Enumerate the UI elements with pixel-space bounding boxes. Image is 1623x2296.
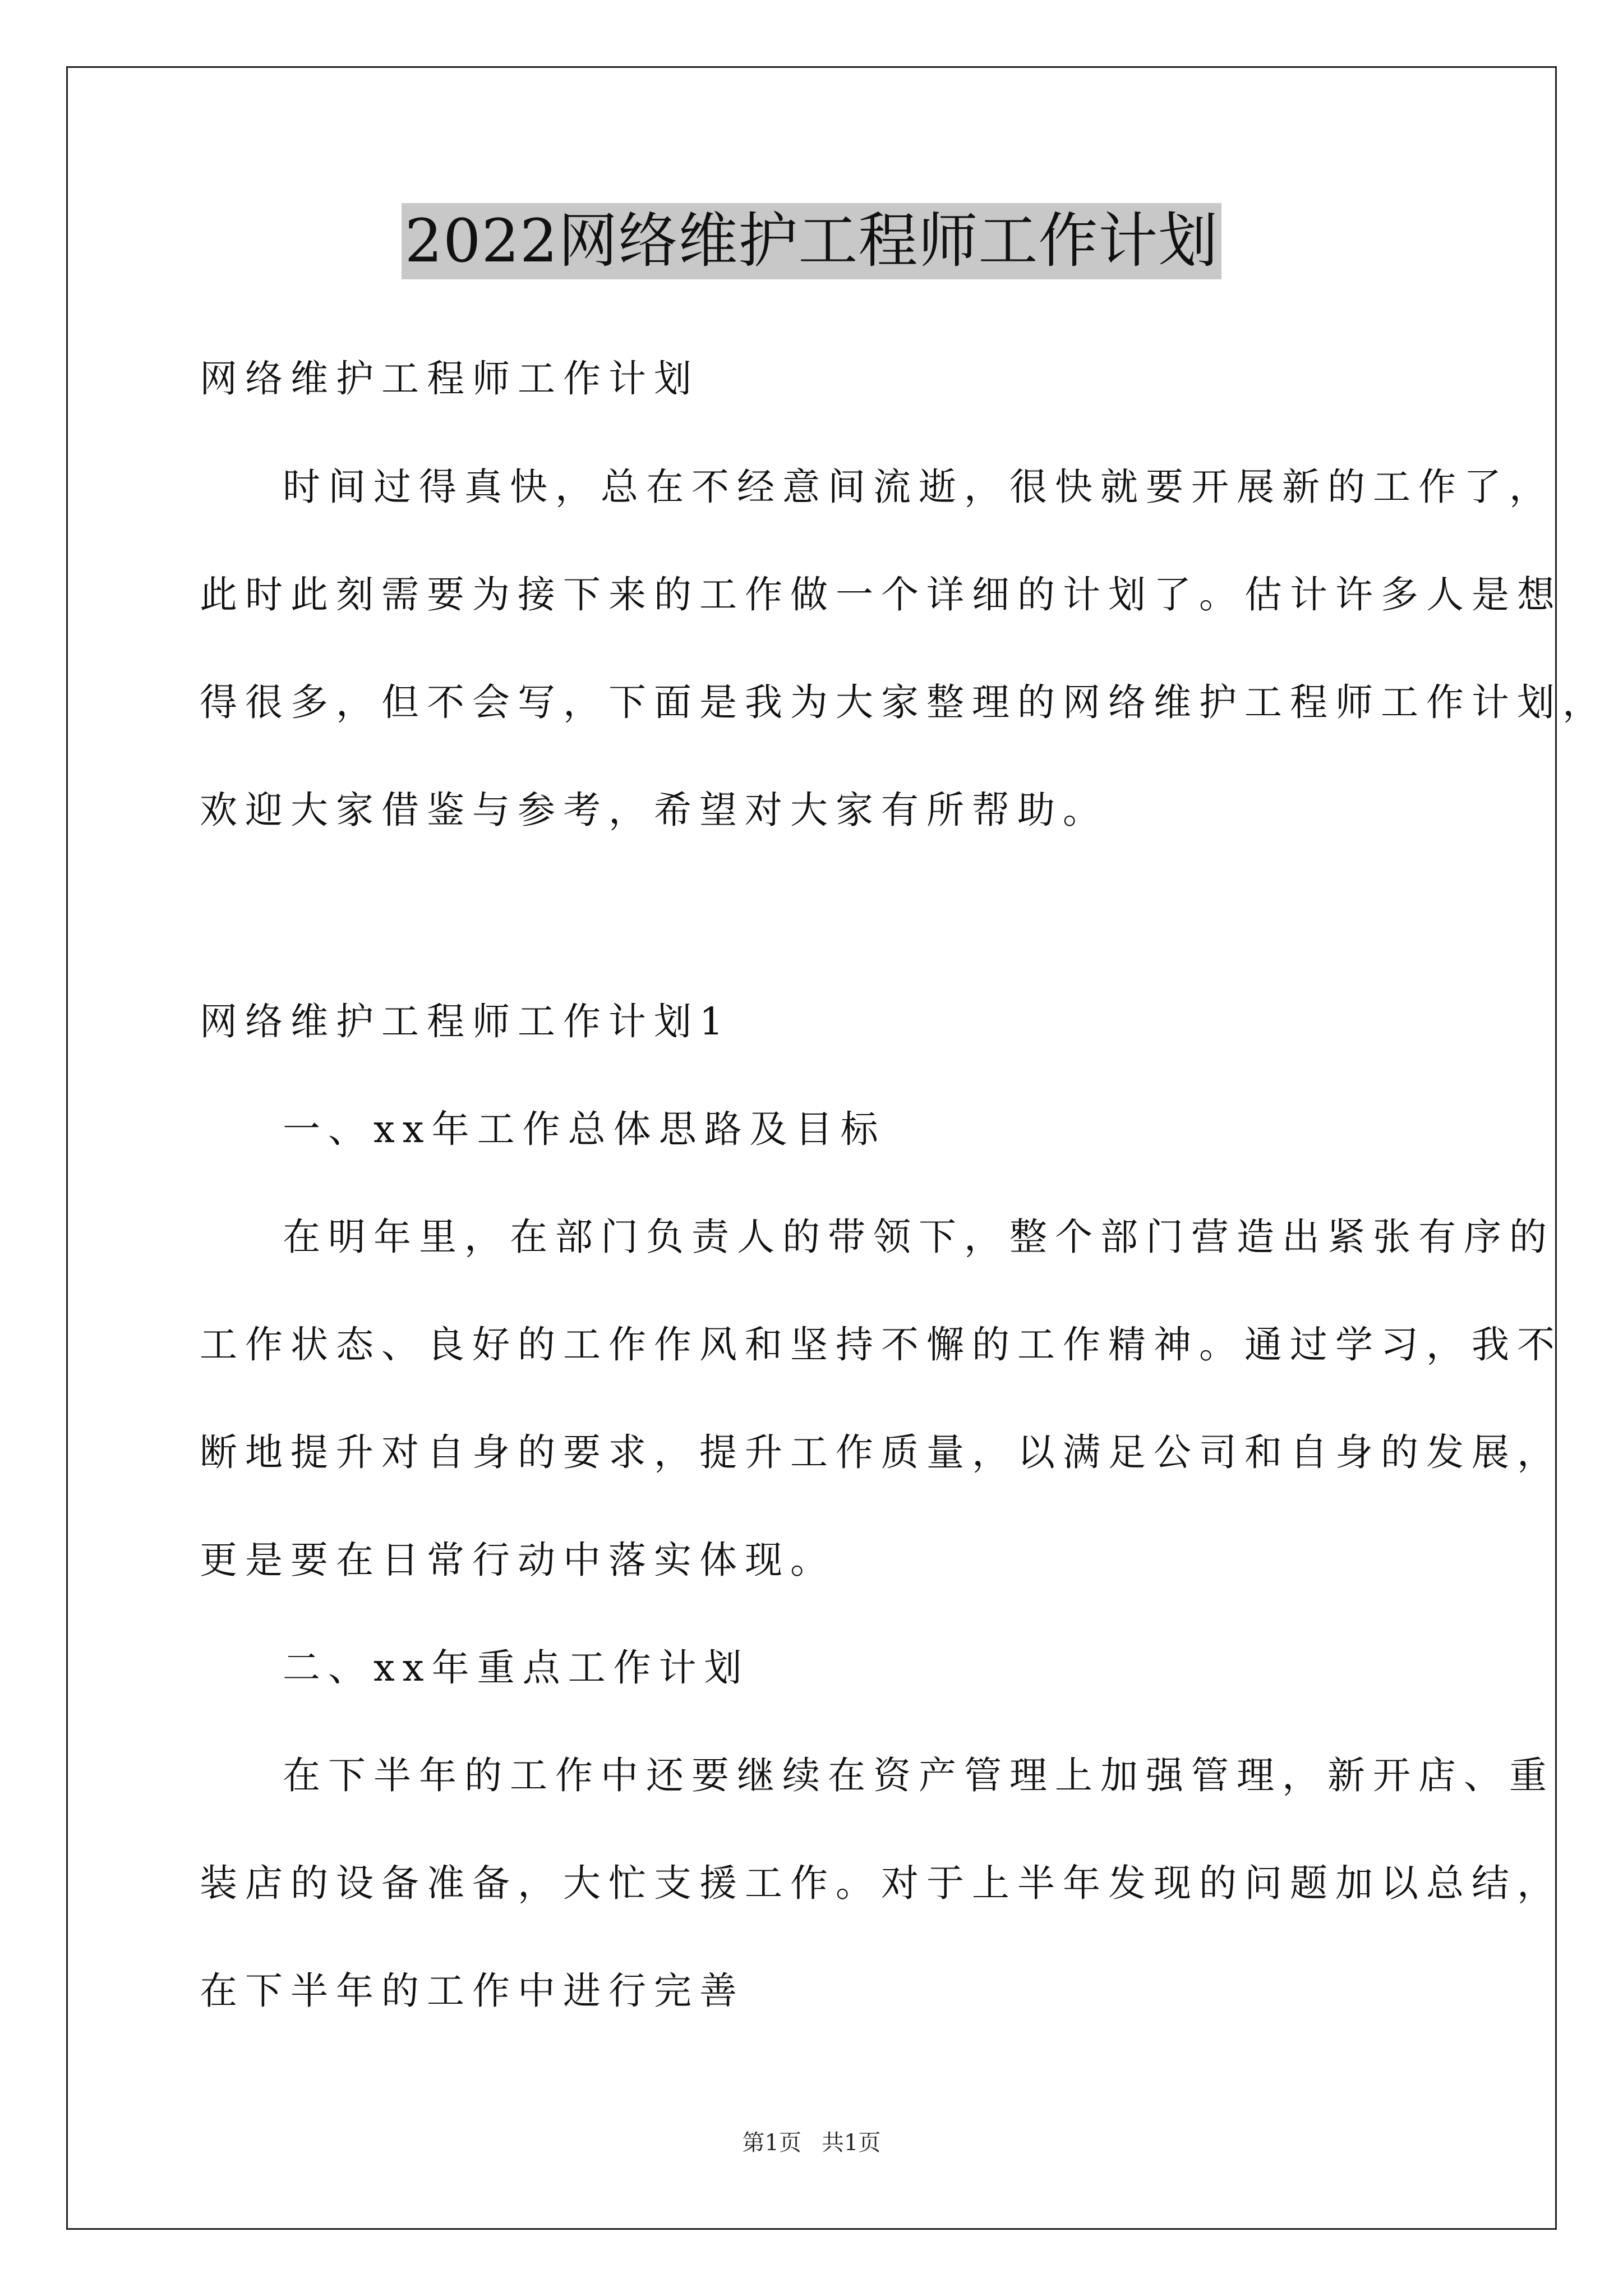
intro-line-4: 欢迎大家借鉴与参考，希望对大家有所帮助。 [200,788,1108,832]
intro-line-3: 得很多，但不会写，下面是我为大家整理的网络维护工程师工作计划， [200,680,1608,724]
page-footer [0,2129,1623,2157]
para2-line-2: 装店的设备准备，大忙支援工作。对于上半年发现的问题加以总结， [200,1861,1562,1905]
para1-line-2: 工作状态、良好的工作作风和坚持不懈的工作精神。通过学习，我不 [200,1323,1562,1366]
intro-line-1: 时间过得真快，总在不经意间流逝，很快就要开展新的工作了， [283,465,1555,509]
section-title: 网络维护工程师工作计划1 [200,1000,731,1043]
document-title: 2022网络维护工程师工作计划 [402,203,1222,279]
para2-line-1: 在下半年的工作中还要继续在资产管理上加强管理，新开店、重 [283,1754,1555,1797]
heading-1: 一、xx年工作总体思路及目标 [283,1107,886,1151]
para1-line-4: 更是要在日常行动中落实体现。 [200,1538,836,1582]
para1-line-1: 在明年里，在部门负责人的带领下，整个部门营造出紧张有序的 [283,1215,1555,1259]
page-number: 第1页 [742,2130,801,2156]
para2-line-3: 在下半年的工作中进行完善 [200,1969,745,2013]
page-total: 共1页 [822,2130,881,2156]
subtitle: 网络维护工程师工作计划 [200,357,699,401]
title-container [0,203,1623,279]
para1-line-3: 断地提升对自身的要求，提升工作质量，以满足公司和自身的发展， [200,1430,1562,1474]
heading-2: 二、xx年重点工作计划 [283,1646,750,1690]
intro-line-2: 此时此刻需要为接下来的工作做一个详细的计划了。估计许多人是想 [200,573,1562,616]
